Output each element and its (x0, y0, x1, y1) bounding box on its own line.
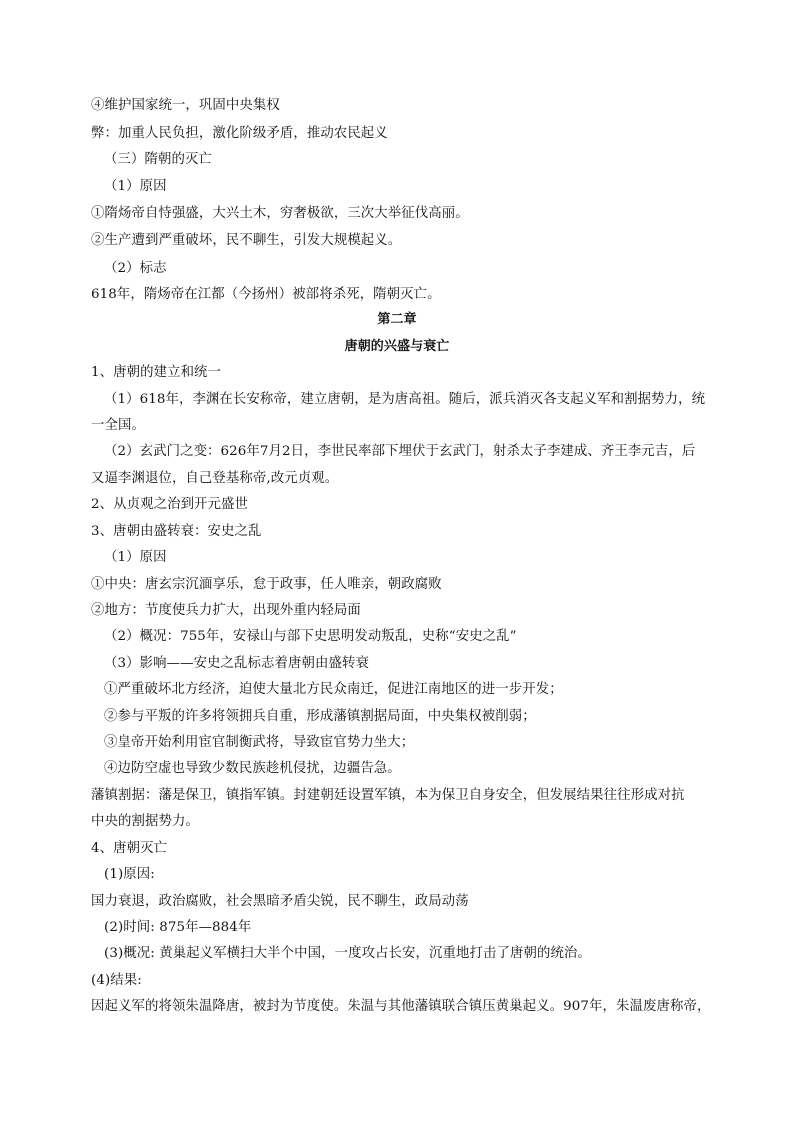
subheading: (4)结果: (91, 973, 142, 988)
section-heading: 2、从贞观之治到开元盛世 (91, 497, 249, 512)
text-line: 又逼李渊退位，自己登基称帝,改元贞观。 (91, 471, 339, 486)
text-line: ④维护国家统一，巩固中央集权 (91, 98, 280, 113)
text-line: 弊：加重人民负担，激化阶级矛盾，推动农民起义 (91, 126, 388, 141)
chapter-number: 第二章 (377, 312, 417, 327)
subheading: （1）原因 (104, 550, 167, 565)
subheading: (1)原因: (104, 867, 155, 882)
text-line: （2）概况：755年，安禄山与部下史思明发动叛乱，史称“安史之乱” (104, 629, 517, 644)
section-heading: 1、唐朝的建立和统一 (91, 365, 222, 380)
section-heading: 4、唐朝灭亡 (91, 841, 168, 856)
text-line: ③皇帝开始利用宦官制衡武将，导致宦官势力坐大； (104, 735, 415, 750)
text-line: (3)概况: 黄巢起义军横扫大半个中国，一度攻占长安，沉重地打击了唐朝的统治。 (104, 946, 591, 961)
text-line: ①严重破坏北方经济，迫使大量北方民众南迁，促进江南地区的进一步开发； (104, 682, 563, 697)
text-line: ①隋炀帝自恃强盛，大兴土木，穷奢极欲，三次大举征伐高丽。 (91, 206, 469, 221)
text-line: 一全国。 (91, 418, 145, 433)
text-line: （2）玄武门之变：626年7月2日，李世民率部下埋伏于玄武门，射杀太子李建成、齐王李元吉，后 (104, 444, 696, 459)
text-line: 藩镇割据：藩是保卫，镇指军镇。封建朝廷设置军镇，本为保卫自身安全，但发展结果往往形成对抗 (91, 788, 685, 803)
section-heading: （三）隋朝的灭亡 (104, 152, 212, 167)
text-line: ②地方：节度使兵力扩大，出现外重内轻局面 (91, 603, 361, 618)
text-line: （1）618年，李渊在长安称帝，建立唐朝，是为唐高祖。随后，派兵消灭各支起义军和割据势力，统 (104, 392, 706, 407)
section-heading: 3、唐朝由盛转衰：安史之乱 (91, 524, 262, 539)
text-line: ②生产遭到严重破坏，民不聊生，引发大规模起义。 (91, 233, 402, 248)
text-line: 中央的割据势力。 (91, 814, 199, 829)
text-line: ④边防空虚也导致少数民族趁机侵扰，边疆告急。 (104, 761, 401, 776)
text-line: ②参与平叛的许多将领拥兵自重，形成藩镇割据局面，中央集权被削弱； (104, 709, 536, 724)
subheading: （2）标志 (104, 261, 167, 276)
text-line: （3）影响——安史之乱标志着唐朝由盛转衰 (104, 656, 369, 671)
text-line: ①中央：唐玄宗沉湎享乐，怠于政事，任人唯亲，朝政腐败 (91, 577, 442, 592)
text-line: 国力衰退，政治腐败，社会黑暗矛盾尖锐，民不聊生，政局动荡 (91, 894, 469, 909)
text-line: 618年，隋炀帝在江都（今扬州）被部将杀死，隋朝灭亡。 (91, 287, 441, 302)
subheading: （1）原因 (104, 179, 167, 194)
text-line: 因起义军的将领朱温降唐，被封为节度使。朱温与其他藩镇联合镇压黄巢起义。907年，朱温废唐称帝， (91, 999, 711, 1014)
chapter-title: 唐朝的兴盛与衰亡 (344, 339, 450, 354)
text-line: (2)时间: 875年—884年 (104, 920, 252, 935)
